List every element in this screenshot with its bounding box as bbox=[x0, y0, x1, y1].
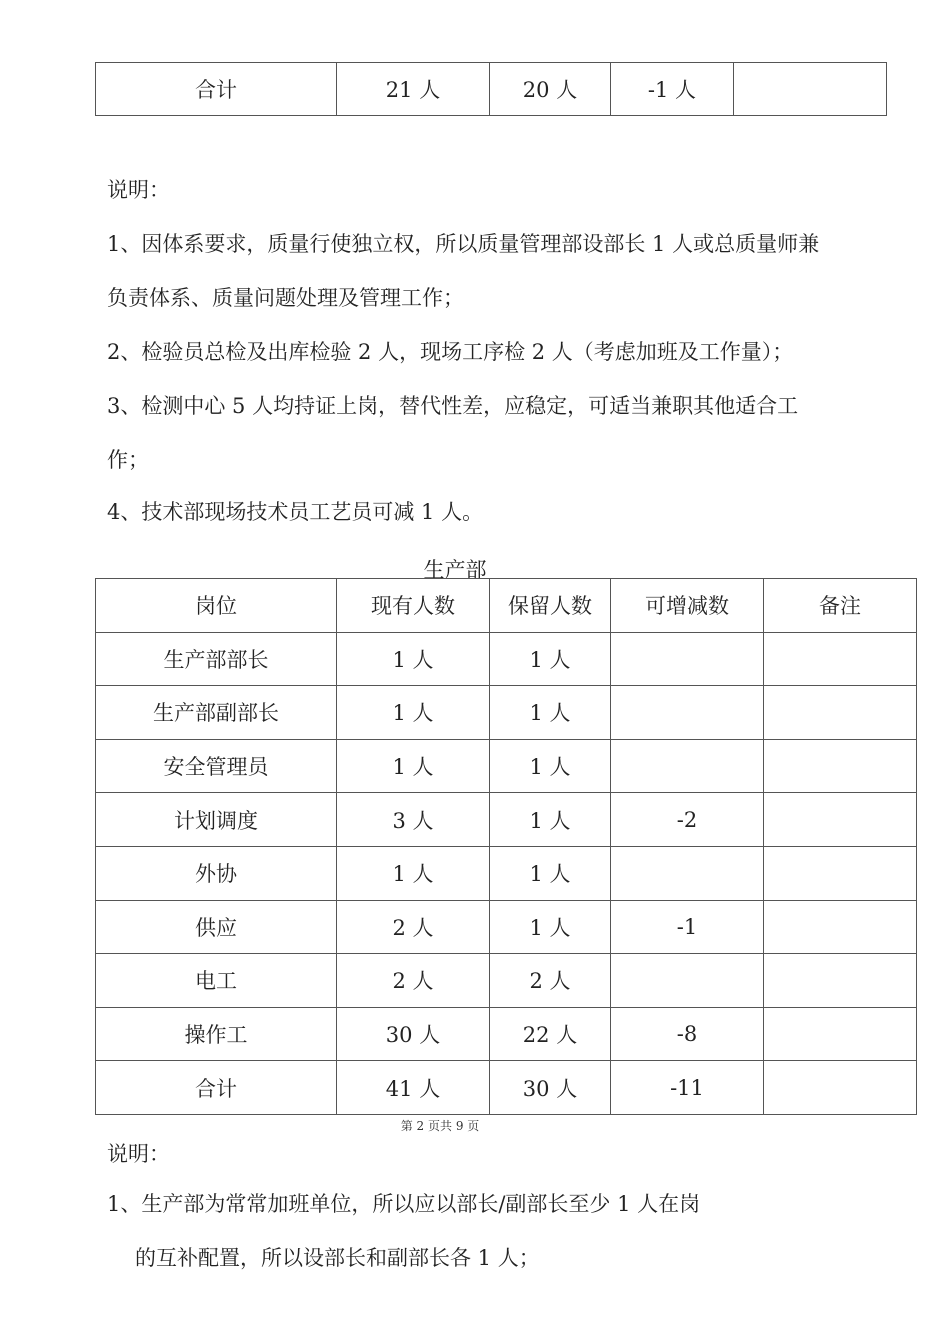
table-cell: 合计 bbox=[96, 1061, 337, 1115]
table-cell: 生产部部长 bbox=[96, 632, 337, 686]
table-cell: -1 人 bbox=[611, 63, 734, 116]
table-cell bbox=[611, 739, 764, 793]
table-cell: 1 人 bbox=[490, 846, 611, 900]
table-cell: 1 人 bbox=[490, 739, 611, 793]
table-cell bbox=[764, 954, 917, 1008]
table-cell: 电工 bbox=[96, 954, 337, 1008]
note-line: 负责体系、质量问题处理及管理工作； bbox=[107, 286, 464, 310]
note-line: 1、生产部为常常加班单位，所以应以部长/副部长至少 1 人在岗 bbox=[107, 1192, 701, 1216]
table-cell: 1 人 bbox=[337, 846, 490, 900]
table-cell: 21 人 bbox=[337, 63, 490, 116]
table-cell: 20 人 bbox=[490, 63, 611, 116]
table-cell: 2 人 bbox=[337, 954, 490, 1008]
table-row bbox=[96, 900, 917, 954]
column-header: 备注 bbox=[764, 579, 917, 633]
column-header: 保留人数 bbox=[490, 579, 611, 633]
table-cell bbox=[611, 686, 764, 740]
table-header-row bbox=[96, 579, 917, 633]
production-staff-table bbox=[95, 578, 917, 1115]
table-cell: 1 人 bbox=[490, 900, 611, 954]
table-cell: 安全管理员 bbox=[96, 739, 337, 793]
table-cell bbox=[764, 846, 917, 900]
table-cell: 41 人 bbox=[337, 1061, 490, 1115]
table-row bbox=[96, 1061, 917, 1115]
table-cell: 3 人 bbox=[337, 793, 490, 847]
notes-heading: 说明： bbox=[107, 178, 170, 202]
table-cell: 1 人 bbox=[490, 793, 611, 847]
table-row bbox=[96, 954, 917, 1008]
note-line: 2、检验员总检及出库检验 2 人，现场工序检 2 人（考虑加班及工作量）； bbox=[107, 340, 794, 364]
table-caption: 生产部 bbox=[423, 558, 487, 582]
column-header: 岗位 bbox=[96, 579, 337, 633]
table-cell: 生产部副部长 bbox=[96, 686, 337, 740]
note-line: 1、因体系要求，质量行使独立权，所以质量管理部设部长 1 人或总质量师兼 bbox=[107, 232, 820, 256]
column-header: 可增减数 bbox=[611, 579, 764, 633]
table-cell: -2 bbox=[611, 793, 764, 847]
table-cell bbox=[764, 686, 917, 740]
table-cell: 30 人 bbox=[490, 1061, 611, 1115]
table-cell bbox=[611, 632, 764, 686]
table-row bbox=[96, 1007, 917, 1061]
table-cell: -1 bbox=[611, 900, 764, 954]
table-cell: 供应 bbox=[96, 900, 337, 954]
table-row bbox=[96, 846, 917, 900]
table-cell bbox=[611, 954, 764, 1008]
table-cell: 1 人 bbox=[337, 739, 490, 793]
table-row bbox=[96, 739, 917, 793]
table-cell: -8 bbox=[611, 1007, 764, 1061]
table-row bbox=[96, 63, 887, 116]
table-cell: 1 人 bbox=[337, 632, 490, 686]
table-cell: 2 人 bbox=[337, 900, 490, 954]
table-cell: 1 人 bbox=[490, 632, 611, 686]
table-cell: 2 人 bbox=[490, 954, 611, 1008]
table-cell: 计划调度 bbox=[96, 793, 337, 847]
table-cell bbox=[764, 1061, 917, 1115]
column-header: 现有人数 bbox=[337, 579, 490, 633]
note-line: 的互补配置，所以设部长和副部长各 1 人； bbox=[135, 1246, 540, 1270]
table-row bbox=[96, 793, 917, 847]
table-cell bbox=[764, 632, 917, 686]
table-cell bbox=[764, 739, 917, 793]
table-cell bbox=[611, 846, 764, 900]
table-row bbox=[96, 686, 917, 740]
page-number: 第 2 页共 9 页 bbox=[400, 1119, 480, 1133]
table-cell: 外协 bbox=[96, 846, 337, 900]
table-row bbox=[96, 632, 917, 686]
table-cell bbox=[764, 900, 917, 954]
note-line: 4、技术部现场技术员工艺员可减 1 人。 bbox=[107, 500, 484, 524]
table-cell: 30 人 bbox=[337, 1007, 490, 1061]
table-cell: 合计 bbox=[96, 63, 337, 116]
note-line: 3、检测中心 5 人均持证上岗，替代性差，应稳定，可适当兼职其他适合工 bbox=[107, 394, 799, 418]
note-line: 作； bbox=[107, 448, 149, 472]
table-cell bbox=[764, 793, 917, 847]
table-cell: 1 人 bbox=[337, 686, 490, 740]
table-cell bbox=[764, 1007, 917, 1061]
table-cell: -11 bbox=[611, 1061, 764, 1115]
table-cell: 1 人 bbox=[490, 686, 611, 740]
table-cell: 操作工 bbox=[96, 1007, 337, 1061]
table-cell: 22 人 bbox=[490, 1007, 611, 1061]
summary-table-top bbox=[95, 62, 887, 116]
table-cell bbox=[734, 63, 887, 116]
notes-heading: 说明： bbox=[107, 1142, 170, 1166]
